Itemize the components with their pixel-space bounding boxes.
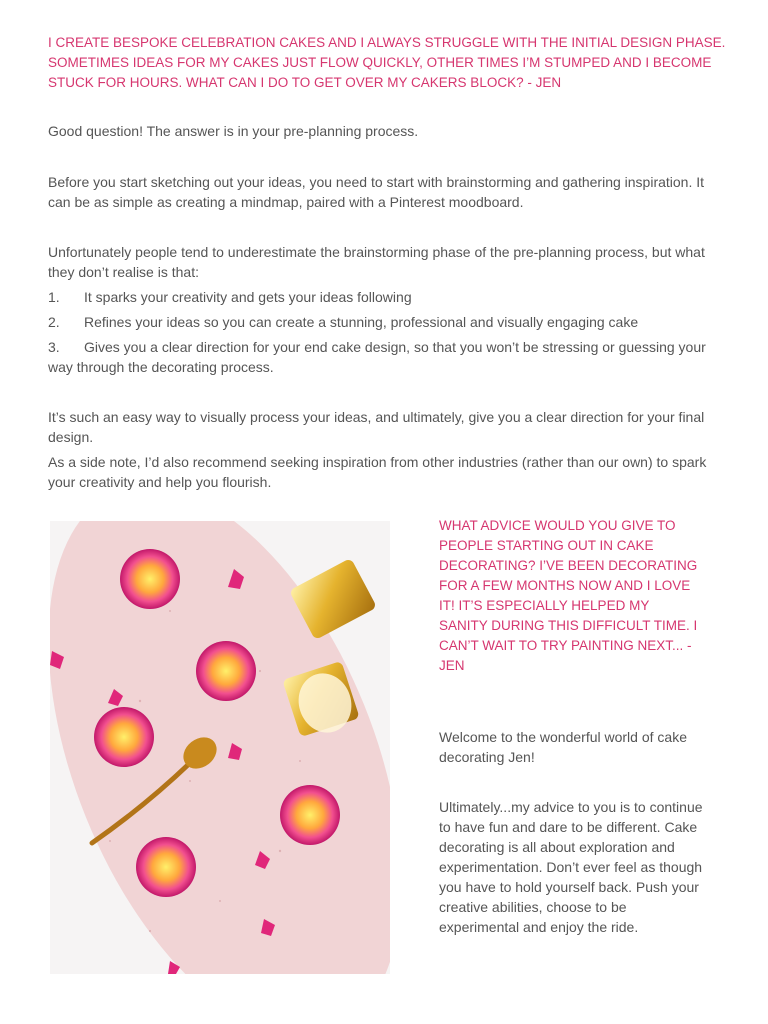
list-number: 2. <box>48 314 60 330</box>
answer-paragraph: Unfortunately people tend to underestimate the brainstorming phase of the pre-planning process, but what they don’t realise is that: <box>48 244 705 280</box>
question-heading-1: I CREATE BESPOKE CELEBRATION CAKES AND I ALWAYS STRUGGLE WITH THE INITIAL DESIGN PHASE. SOMETIMES IDEAS FOR MY CAKES JUST FLOW QUICKLY, OTHER TIMES I’M STUMPED AND I BECOME STUCK FOR HOURS. WHAT CAN I DO TO GET OVER MY CAKERS BLOCK? - JEN <box>48 35 726 90</box>
list-number: 3. <box>48 339 60 355</box>
list-text: It sparks your creativity and gets your ideas following <box>84 289 412 305</box>
answer-paragraph: Welcome to the wonderful world of cake decorating Jen! <box>439 729 687 765</box>
answer-paragraph: Before you start sketching out your ideas, you need to start with brainstorming and gathering inspiration. It can be as simple as creating a mindmap, paired with a Pinterest moodboard. <box>48 174 705 210</box>
answer-paragraph: Good question! The answer is in your pre-planning process. <box>48 123 419 139</box>
list-item <box>48 312 728 332</box>
cupcakes-illustration <box>50 521 390 974</box>
list-number: 1. <box>48 289 60 305</box>
list-item <box>48 287 728 307</box>
answer-paragraph: It’s such an easy way to visually process your ideas, and ultimately, give you a clear direction for your final design. <box>48 409 705 445</box>
list-text: Gives you a clear direction for your end cake design, so that you won’t be stressing or guessing your way through the decorating process. <box>48 339 706 375</box>
cupcakes-photo <box>50 521 390 974</box>
answer-paragraph: As a side note, I’d also recommend seeking inspiration from other industries (rather than our own) to spark your creativity and help you flourish. <box>48 454 707 490</box>
question-heading-2: WHAT ADVICE WOULD YOU GIVE TO PEOPLE STARTING OUT IN CAKE DECORATING? I’VE BEEN DECORATING FOR A FEW MONTHS NOW AND I LOVE IT! IT’S ESPECIALLY HELPED MY SANITY DURING THIS DIFFICULT TIME. I CAN’T WAIT TO TRY PAINTING NEXT... - JEN <box>439 518 698 673</box>
list-text: Refines your ideas so you can create a stunning, professional and visually engaging cake <box>84 314 639 330</box>
answer-paragraph: Ultimately...my advice to you is to continue to have fun and dare to be different. Cake decorating is all about exploration and experimentation. Don’t ever feel as though you have to hold yourself back. Push your creative abilities, choose to be experimental and enjoy the ride. <box>439 799 703 935</box>
list-item <box>48 337 728 377</box>
